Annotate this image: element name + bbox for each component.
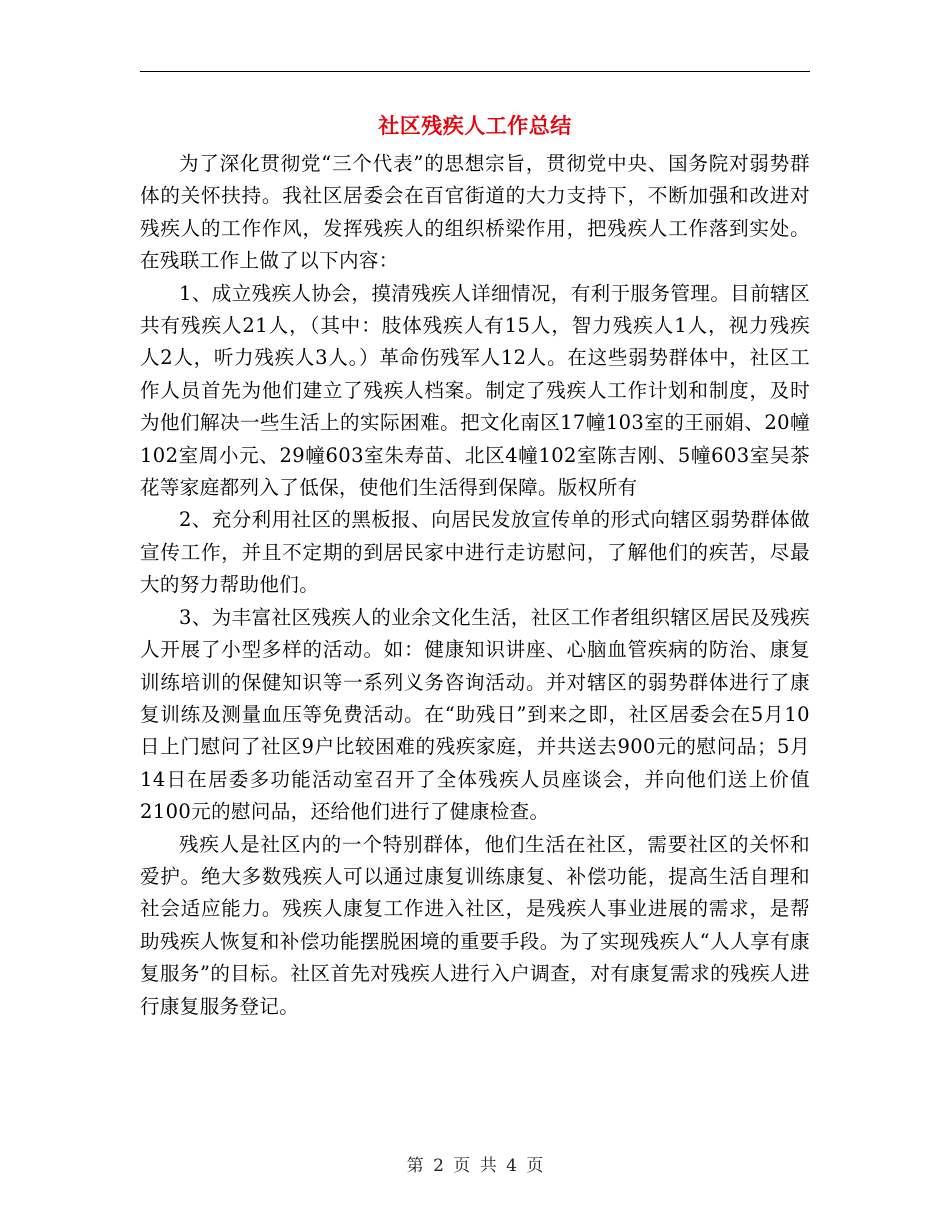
paragraph-item-1: 1、成立残疾人协会，摸清残疾人详细情况，有利于服务管理。目前辖区共有残疾人21人，（其中：肢体残疾人有15人，智力残疾人1人，视力残疾人2人，听力残疾人3人。）革命伤残军人12人。在这些弱势群体中，社区工作人员首先为他们建立了残疾人档案。制定了残疾人工作计划和制度，及时为他们解决一些生活上的实际困难。把文化南区17幢103室的王丽娟、20幢102室周小元、29幢603室朱寿苗、北区4幢102室陈吉刚、5幢603室吴茶花等家庭都列入了低保，使他们生活得到保障。版权所有 bbox=[140, 281, 810, 500]
page-number-footer: 第 2 页 共 4 页 bbox=[406, 1156, 544, 1176]
paragraph-item-3: 3、为丰富社区残疾人的业余文化生活，社区工作者组织辖区居民及残疾人开展了小型多样的活动。如：健康知识讲座、心脑血管疾病的防治、康复训练培训的保健知识等一系列义务咨询活动。并对辖区的弱势群体进行了康复训练及测量血压等免费活动。在“助残日”到来之即，社区居委会在5月10日上门慰问了社区9户比较困难的残疾家庭，并共送去900元的慰问品；5月14日在居委多功能活动室召开了全体残疾人员座谈会，并向他们送上价值2100元的慰问品，还给他们进行了健康检查。 bbox=[140, 605, 810, 824]
document-title: 社区残疾人工作总结 bbox=[378, 113, 572, 138]
header-rule bbox=[140, 71, 810, 72]
paragraph-intro: 为了深化贯彻党“三个代表”的思想宗旨，贯彻党中央、国务院对弱势群体的关怀扶持。我社区居委会在百官街道的大力支持下，不断加强和改进对残疾人的工作作风，发挥残疾人的组织桥梁作用，把残疾人工作落到实处。在残联工作上做了以下内容： bbox=[140, 152, 810, 273]
paragraph-rehabilitation: 残疾人是社区内的一个特别群体，他们生活在社区，需要社区的关怀和爱护。绝大多数残疾人可以通过康复训练康复、补偿功能，提高生活自理和社会适应能力。残疾人康复工作进入社区，是残疾人事业进展的需求，是帮助残疾人恢复和补偿功能摆脱困境的重要手段。为了实现残疾人“人人享有康复服务”的目标。社区首先对残疾人进行入户调查，对有康复需求的残疾人进行康复服务登记。 bbox=[140, 832, 810, 1018]
paragraph-item-2: 2、充分利用社区的黑板报、向居民发放宣传单的形式向辖区弱势群体做宣传工作，并且不定期的到居民家中进行走访慰问，了解他们的疾苦，尽最大的努力帮助他们。 bbox=[140, 508, 810, 597]
document-body bbox=[140, 148, 810, 1023]
